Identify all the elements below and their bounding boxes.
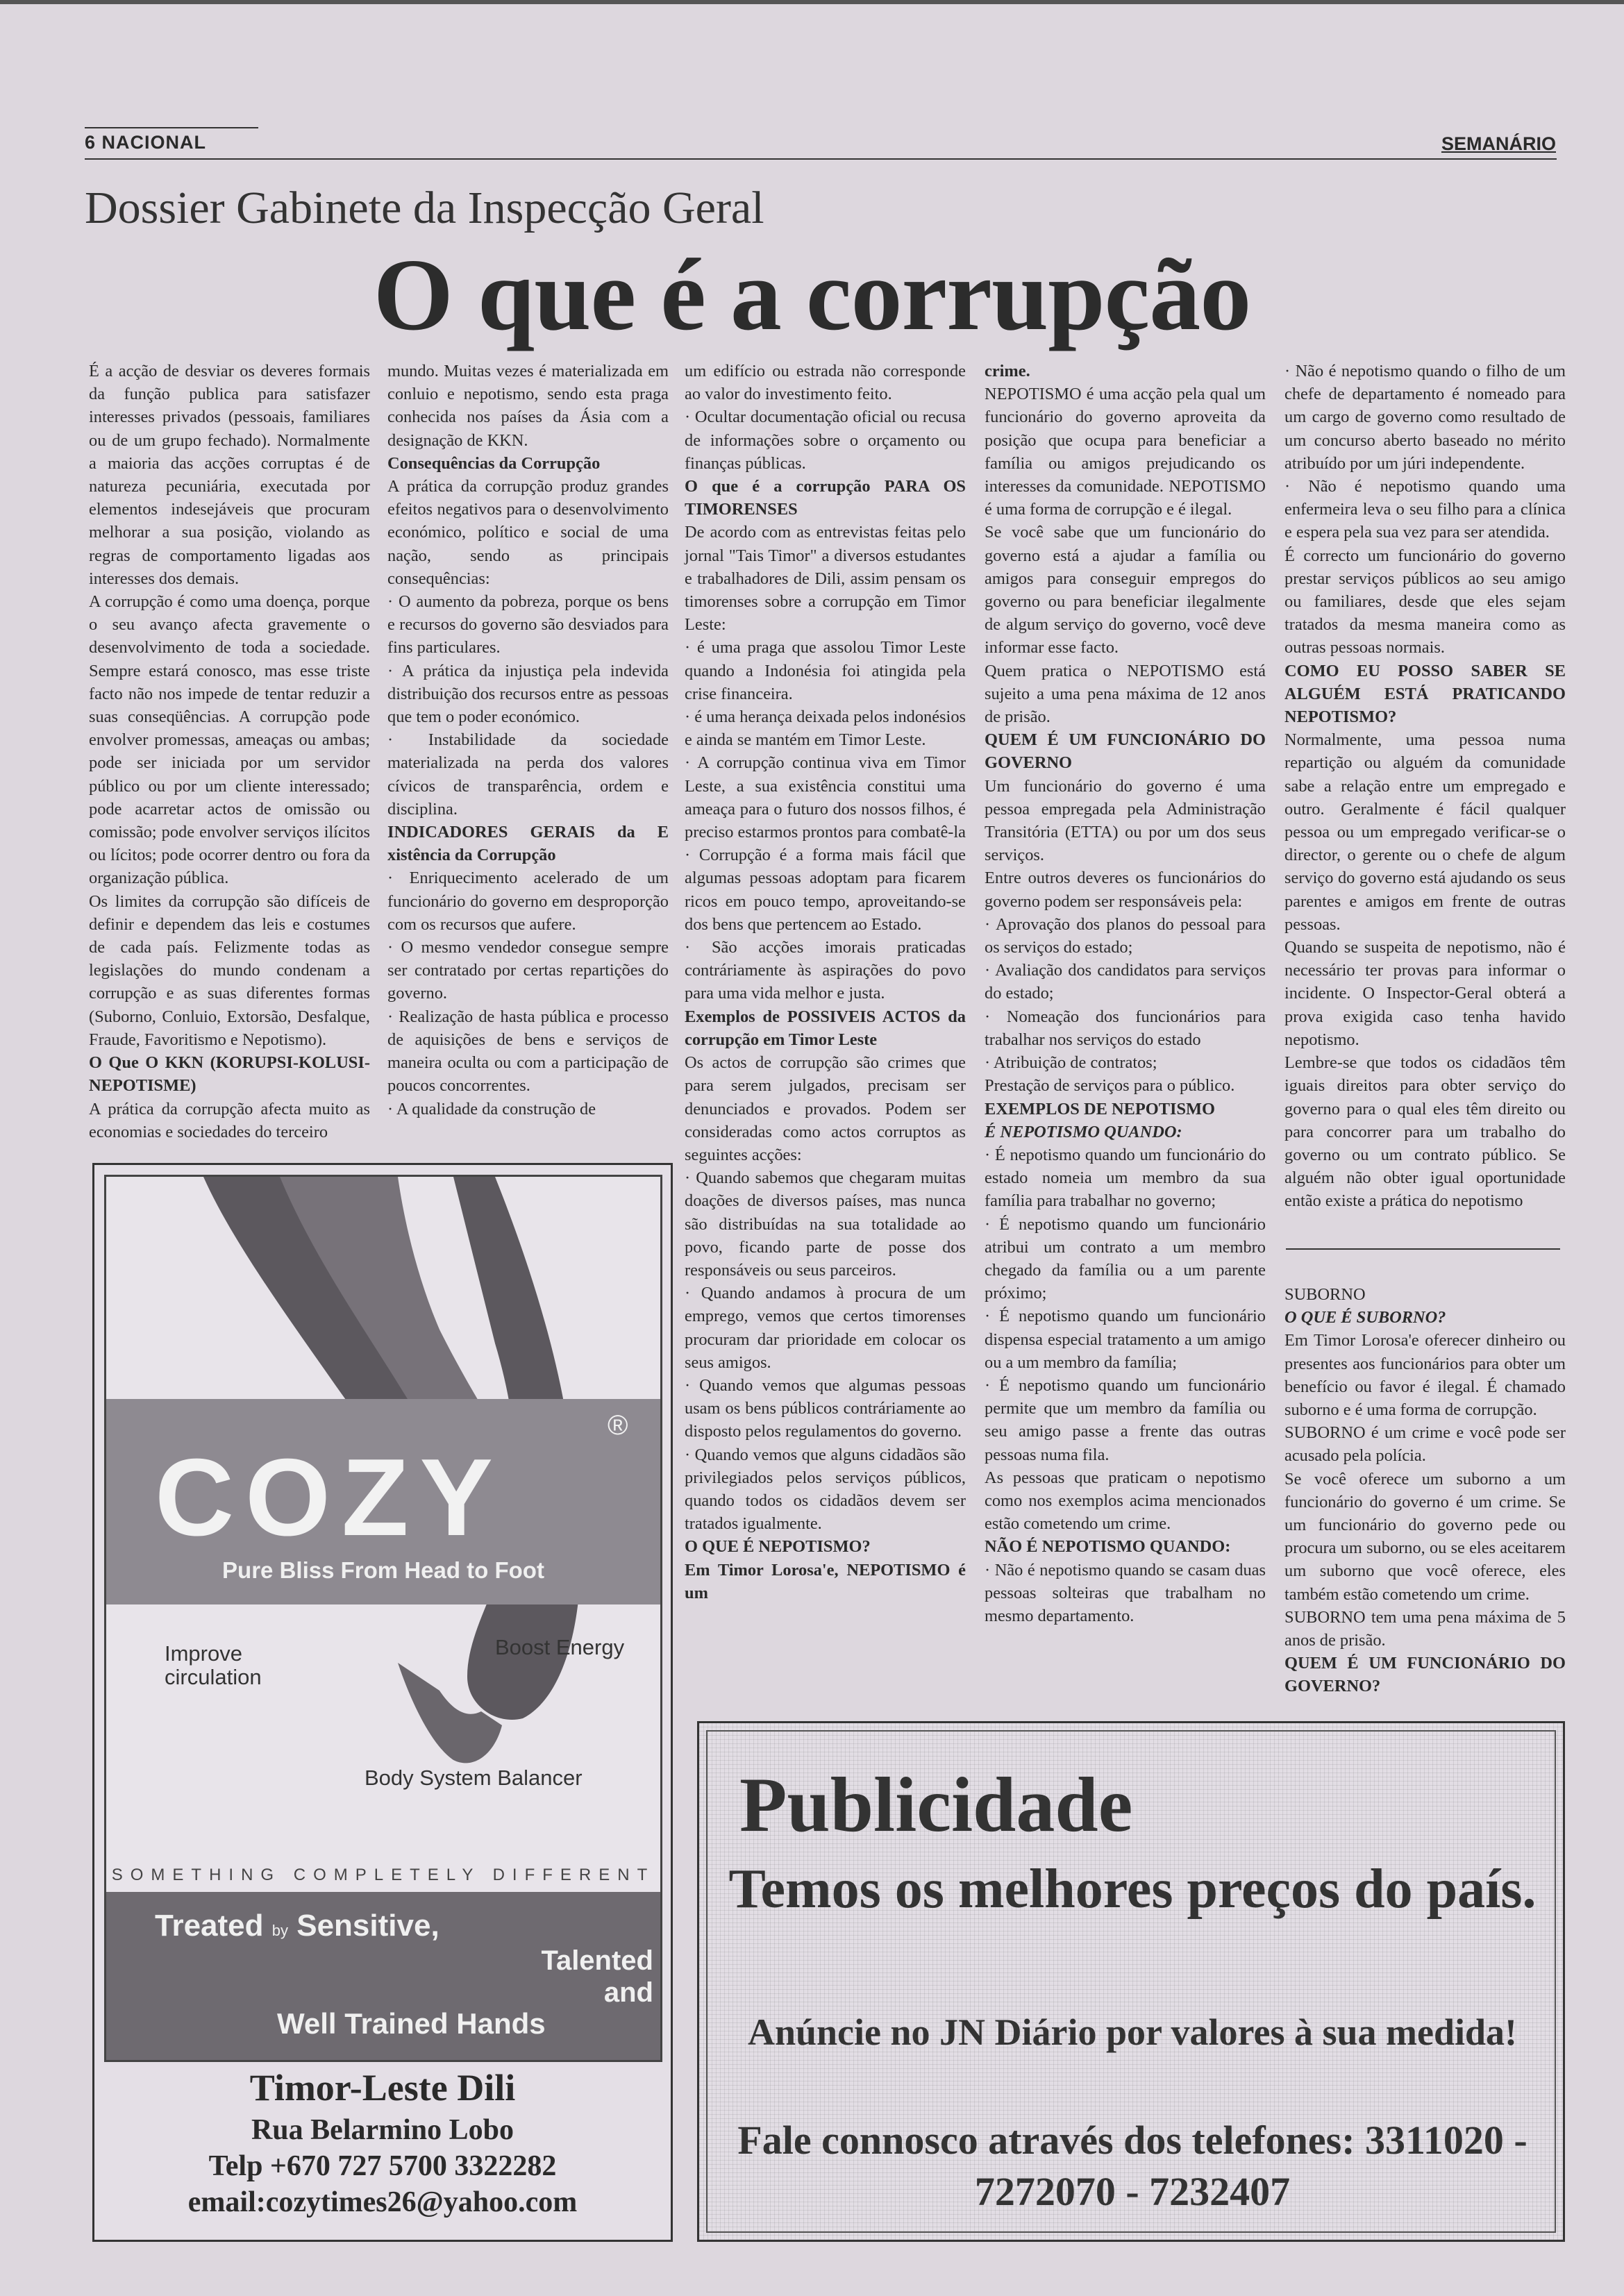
article-paragraph: É correcto um funcionário do governo prestar serviços públicos ao seu amigo ou familiares, desde que eles sejam tratados da mesma maneira como as outras pessoas normais. [1284, 546, 1566, 657]
article-paragraph: A corrupção é como uma doença, porque o seu avanço afecta gravemente o desenvolvimento de toda a sociedade. Sempre estará conosco, mas esse triste facto não nos impede de tentar reduzir a suas conseqüências. A corrupção pode envolver promessas, ameaças ou ambas; pode ser iniciada por um servidor público ou por um cliente interessado; pode acarretar actos de omissão ou comissão; pode envolver serviços ilícitos ou lícitos; pode ocorrer dentro ou fora da organização pública. [89, 592, 370, 888]
article-paragraph: A prática da corrupção produz grandes efeitos negativos para o desenvolvimento económico, político e social de uma nação, sendo as principais consequências: [387, 477, 669, 588]
talented-word: Talented [541, 1945, 653, 1976]
by-word: by [271, 1922, 288, 1939]
article-column-4 [985, 360, 1266, 1707]
article-paragraph: NÃO É NEPOTISMO QUANDO: [985, 1537, 1231, 1557]
ad-photo [104, 1175, 662, 2062]
article-paragraph: · A corrupção continua viva em Timor Leste, a sua existência constitui uma ameaça para o futuro dos nossos filhos, é preciso estarmos prontos para combatê-la [685, 753, 966, 842]
treated-text [155, 1909, 440, 1943]
article-paragraph: SUBORNO é um crime e você pode ser acusado pela polícia. [1284, 1423, 1566, 1466]
pub-title: Publicidade [739, 1762, 1133, 1848]
article-paragraph: · É nepotismo quando um funcionário do estado nomeia um membro da sua família para trabalhar no governo; [985, 1145, 1266, 1211]
article-paragraph: Um funcionário do governo é uma pessoa empregada pela Administração Transitória (ETTA) ou por um dos seus serviços. [985, 776, 1266, 865]
article-paragraph: mundo. Muitas vezes é materializada em conluio e nepotismo, sendo esta praga conhecida nos países da Ásia com a designação de KKN. [387, 362, 669, 450]
article-paragraph: · Quando sabemos que chegaram muitas doações de diversos países, mas nunca são distribuídas na sua totalidade ao povo, ficando parte de posse dos responsáveis ou seus parceiros. [685, 1168, 966, 1280]
article-paragraph: · é uma praga que assolou Timor Leste quando a Indonésia foi atingida pela crise financeira. [685, 638, 966, 703]
ad-phone: Telp +670 727 5700 3322282 [208, 2150, 557, 2182]
article-paragraph: A prática da corrupção afecta muito as economias e sociedades do terceiro [89, 1099, 370, 1141]
top-border [0, 0, 1624, 4]
article-paragraph: · A qualidade da construção de [387, 1099, 596, 1118]
article-paragraph: INDICADORES GERAIS da E xistência da Corrupção [387, 823, 669, 865]
article-paragraph: um edifício ou estrada não corresponde ao valor do investimento feito. [685, 362, 966, 404]
article-paragraph: SUBORNO [1284, 1285, 1366, 1304]
page-title: O que é a corrupção [373, 238, 1251, 352]
article-paragraph: Os actos de corrupção são crimes que para serem julgados, precisam ser denunciados e provados. Podem ser consideradas como actos corruptos as seguintes acções: [685, 1053, 966, 1164]
section-title: Dossier Gabinete da Inspecção Geral [85, 183, 764, 233]
article-paragraph: Quando se suspeita de nepotismo, não é necessário ter provas para informar o incidente. O Inspector-Geral obterá a prova exigida caso tenha havido nepotismo. [1284, 938, 1566, 1049]
column-divider [1286, 1248, 1560, 1250]
article-paragraph: É a acção de desviar os deveres formais da função publica para satisfazer interesses privados (pessoais, familiares ou de um grupo fechado). Normalmente a maioria das acções corruptas é de natureza pecuniária, executada por elementos indesejáveis que procuram melhorar a sua posição, violando as regras de comportamento ligadas aos interesses dos demais. [89, 362, 370, 588]
article-paragraph: Entre outros deveres os funcionários do governo podem ser responsáveis pela: [985, 869, 1266, 911]
article-paragraph: Normalmente, uma pessoa numa repartição ou alguém da comunidade sabe a relação entre um empregado e outro. Geralmente é fácil qualquer pessoa ou um empregado verificar-se o director, o gerente ou o chefe de algum serviço do governo está ajudando os seus parentes e amigos em frente de outras pessoas. [1284, 730, 1566, 934]
article-paragraph: · Realização de hasta pública e processo de aquisições de bens e serviços de maneira oculta ou com a participação de poucos concorrentes. [387, 1007, 669, 1096]
article-paragraph: · Nomeação dos funcionários para trabalhar nos serviços do estado [985, 1007, 1266, 1049]
article-paragraph: Quem pratica o NEPOTISMO está sujeito a uma pena máxima de 12 anos de prisão. [985, 661, 1266, 727]
article-paragraph: O Que O KKN (KORUPSI-KOLUSI-NEPOTISME) [89, 1053, 370, 1096]
article-paragraph: Em Timor Lorosa'e, NEPOTISMO é um [685, 1560, 966, 1602]
trained-text: Well Trained Hands [277, 2007, 546, 2040]
slogan: SOMETHING COMPLETELY DIFFERENT [111, 1866, 655, 1884]
article-paragraph: Os limites da corrupção são difíceis de definir e dependem das leis e costumes de cada país. Felizmente todas as legislações do mundo condenam a corrupção e as suas diferentes formas (Suborno, Conluio, Extorsão, Desfalque, Fraude, Favoritismo e Nepotismo). [89, 891, 370, 1049]
article-paragraph: Consequências da Corrupção [387, 453, 601, 473]
article-column-1 [89, 360, 370, 1151]
article-paragraph: Em Timor Lorosa'e oferecer dinheiro ou presentes aos funcionários para obter um benefício ou favor é ilegal. É chamado suborno e é uma forma de corrupção. [1284, 1331, 1566, 1420]
article-column-3 [685, 360, 966, 1707]
registered-mark: ® [608, 1410, 628, 1441]
article-paragraph: · Quando andamos à procura de um emprego, vemos que certos timorenses procuram dar prioridade em colocar os seus amigos. [685, 1284, 966, 1372]
pub-line-2: Anúncie no JN Diário por valores à sua medida! [747, 2011, 1518, 2053]
ad-street: Rua Belarmino Lobo [251, 2114, 514, 2146]
ad-location: Timor-Leste Dili [249, 2067, 516, 2109]
article-column-2 [387, 360, 669, 1151]
article-paragraph: · O mesmo vendedor consegue sempre ser contratado por certas repartições do governo. [387, 938, 669, 1003]
pub-line-1: Temos os melhores preços do país. [728, 1859, 1537, 1920]
article-paragraph: · é uma herança deixada pelos indonésios e ainda se mantém em Timor Leste. [685, 707, 966, 750]
benefit-improve: Improve circulation [165, 1641, 262, 1689]
article-paragraph: · Atribuição de contratos; [985, 1053, 1157, 1073]
article-paragraph: O QUE É SUBORNO? [1284, 1308, 1446, 1327]
benefit-boost: Boost Energy [495, 1635, 625, 1659]
talented-text [541, 1945, 653, 2009]
page-section-label: 6 NACIONAL [85, 132, 207, 153]
article-paragraph: · É nepotismo quando um funcionário dispensa especial tratamento a um amigo ou a um membro da família; [985, 1307, 1266, 1372]
brand-logo: COZY [155, 1436, 504, 1559]
article-paragraph: · Avaliação dos candidatos para serviços do estado; [985, 961, 1266, 1003]
article-paragraph: · Instabilidade da sociedade materializada na perda dos valores cívicos de transparência, ordem e disciplina. [387, 730, 669, 819]
pub-line-3: Fale connosco através dos telefones: 3311020 - 7272070 - 7232407 [737, 2118, 1527, 2214]
article-paragraph: · Enriquecimento acelerado de um funcionário do governo em desproporção com os recursos que aufere. [387, 869, 669, 934]
article-paragraph: De acordo com as entrevistas feitas pelo jornal "Tais Timor" a diversos estudantes e trabalhadores de Dili, assim pensam os timorenses sobre a corrupção em Timor Leste: [685, 523, 966, 635]
ad-inner-border [706, 1730, 1556, 2233]
article-paragraph: O que é a corrupção PARA OS TIMORENSES [685, 477, 966, 519]
ad-email: email:cozytimes26@yahoo.com [187, 2186, 578, 2218]
article-paragraph: O QUE É NEPOTISMO? [685, 1537, 871, 1557]
article-paragraph: crime. [985, 362, 1030, 380]
treated-word: Treated [155, 1909, 264, 1943]
benefit-balancer: Body System Balancer [365, 1766, 583, 1790]
article-paragraph: · Corrupção é a forma mais fácil que algumas pessoas adoptam para ficarem ricos em pouco tempo, aproveitando-se dos bens que pertencem ao Estado. [685, 846, 966, 934]
article-paragraph: · Quando vemos que alguns cidadãos são privilegiados pelos serviços públicos, quando todos os cidadãos devem ser tratados igualmente. [685, 1445, 966, 1534]
article-paragraph: · Ocultar documentação oficial ou recusa de informações sobre o orçamento ou finanças públicas. [685, 408, 966, 473]
article-paragraph: · Quando vemos que algumas pessoas usam os bens públicos contráriamente ao disposto pelos regulamentos do governo. [685, 1375, 966, 1441]
article-paragraph: · São acções imorais praticadas contráriamente às aspirações do povo para uma vida melhor e justa. [685, 938, 966, 1003]
sensitive-word: Sensitive, [296, 1909, 440, 1943]
header-left-rule [85, 127, 258, 128]
article-paragraph: COMO EU POSSO SABER SE ALGUÉM ESTÁ PRATICANDO NEPOTISMO? [1284, 661, 1566, 727]
newspaper-name: SEMANÁRIO [1441, 133, 1556, 154]
article-paragraph: Se você oferece um suborno a um funcionário do governo é um crime. Se um funcionário do governo pede ou procura um suborno, ou se eles aceitarem um suborno que você oferece, eles também estão cometendo um crime. [1284, 1469, 1566, 1604]
article-paragraph: EXEMPLOS DE NEPOTISMO [985, 1099, 1216, 1118]
article-paragraph: · É nepotismo quando um funcionário permite que um membro da família ou seu amigo passe a frente das outras pessoas numa fila. [985, 1375, 1266, 1464]
brand-tagline: Pure Bliss From Head to Foot [222, 1557, 544, 1583]
article-paragraph: Se você sabe que um funcionário do governo está a ajudar a família ou amigos para conseguir empregos do governo ou para beneficiar ilegalmente de algum serviço do governo, você deve informar esse facto. [985, 523, 1266, 657]
article-paragraph: SUBORNO tem uma pena máxima de 5 anos de prisão. [1284, 1607, 1566, 1650]
article-paragraph: Exemplos de POSSIVEIS ACTOS da corrupção em Timor Leste [685, 1007, 966, 1049]
publicidade-advertisement [697, 1721, 1565, 2242]
article-paragraph: · O aumento da pobreza, porque os bens e recursos do governo são desviados para fins particulares. [387, 592, 669, 657]
article-paragraph: Prestação de serviços para o público. [985, 1076, 1235, 1096]
header-rule [85, 158, 1557, 160]
suborno-column [1284, 1283, 1566, 1700]
article-paragraph: · Não é nepotismo quando o filho de um chefe de departamento é nomeado para um cargo de governo como resultado de um concurso aberto baseado no mérito atribuído por um júri independente. [1284, 362, 1566, 473]
article-paragraph: QUEM É UM FUNCIONÁRIO DO GOVERNO? [1284, 1654, 1566, 1696]
article-paragraph: QUEM É UM FUNCIONÁRIO DO GOVERNO [985, 730, 1266, 773]
article-paragraph: · Não é nepotismo quando uma enfermeira leva o seu filho para a clínica e espera pela sua vez para ser atendida. [1284, 477, 1566, 542]
and-word: and [603, 1977, 653, 2008]
article-paragraph: · Não é nepotismo quando se casam duas pessoas solteiras que trabalham no mesmo departamento. [985, 1560, 1266, 1625]
article-paragraph: NEPOTISMO é uma acção pela qual um funcionário do governo aproveita da posição que ocupa para beneficiar a família ou amigos prejudicando os interesses da comunidade. NEPOTISMO é uma forma de corrupção e é ilegal. [985, 385, 1266, 519]
article-paragraph: Lembre-se que todos os cidadãos têm iguais direitos para obter serviço do governo para o qual eles têm direito ou para concorrer para um trabalho do governo ou um contrato público. Se alguém não obter igual oportunidade então existe a prática do nepotismo [1284, 1053, 1566, 1211]
article-paragraph: · A prática da injustiça pela indevida distribuição dos recursos entre as pessoas que tem o poder económico. [387, 661, 669, 727]
article-paragraph: · Aprovação dos planos do pessoal para os serviços do estado; [985, 914, 1266, 957]
cozy-advertisement [92, 1163, 673, 2242]
article-paragraph: As pessoas que praticam o nepotismo como nos exemplos acima mencionados estão cometendo um crime. [985, 1468, 1266, 1534]
article-paragraph: · É nepotismo quando um funcionário atribui um contrato a um membro chegado da família ou a um parente próximo; [985, 1214, 1266, 1303]
article-paragraph: É NEPOTISMO QUANDO: [985, 1122, 1182, 1141]
